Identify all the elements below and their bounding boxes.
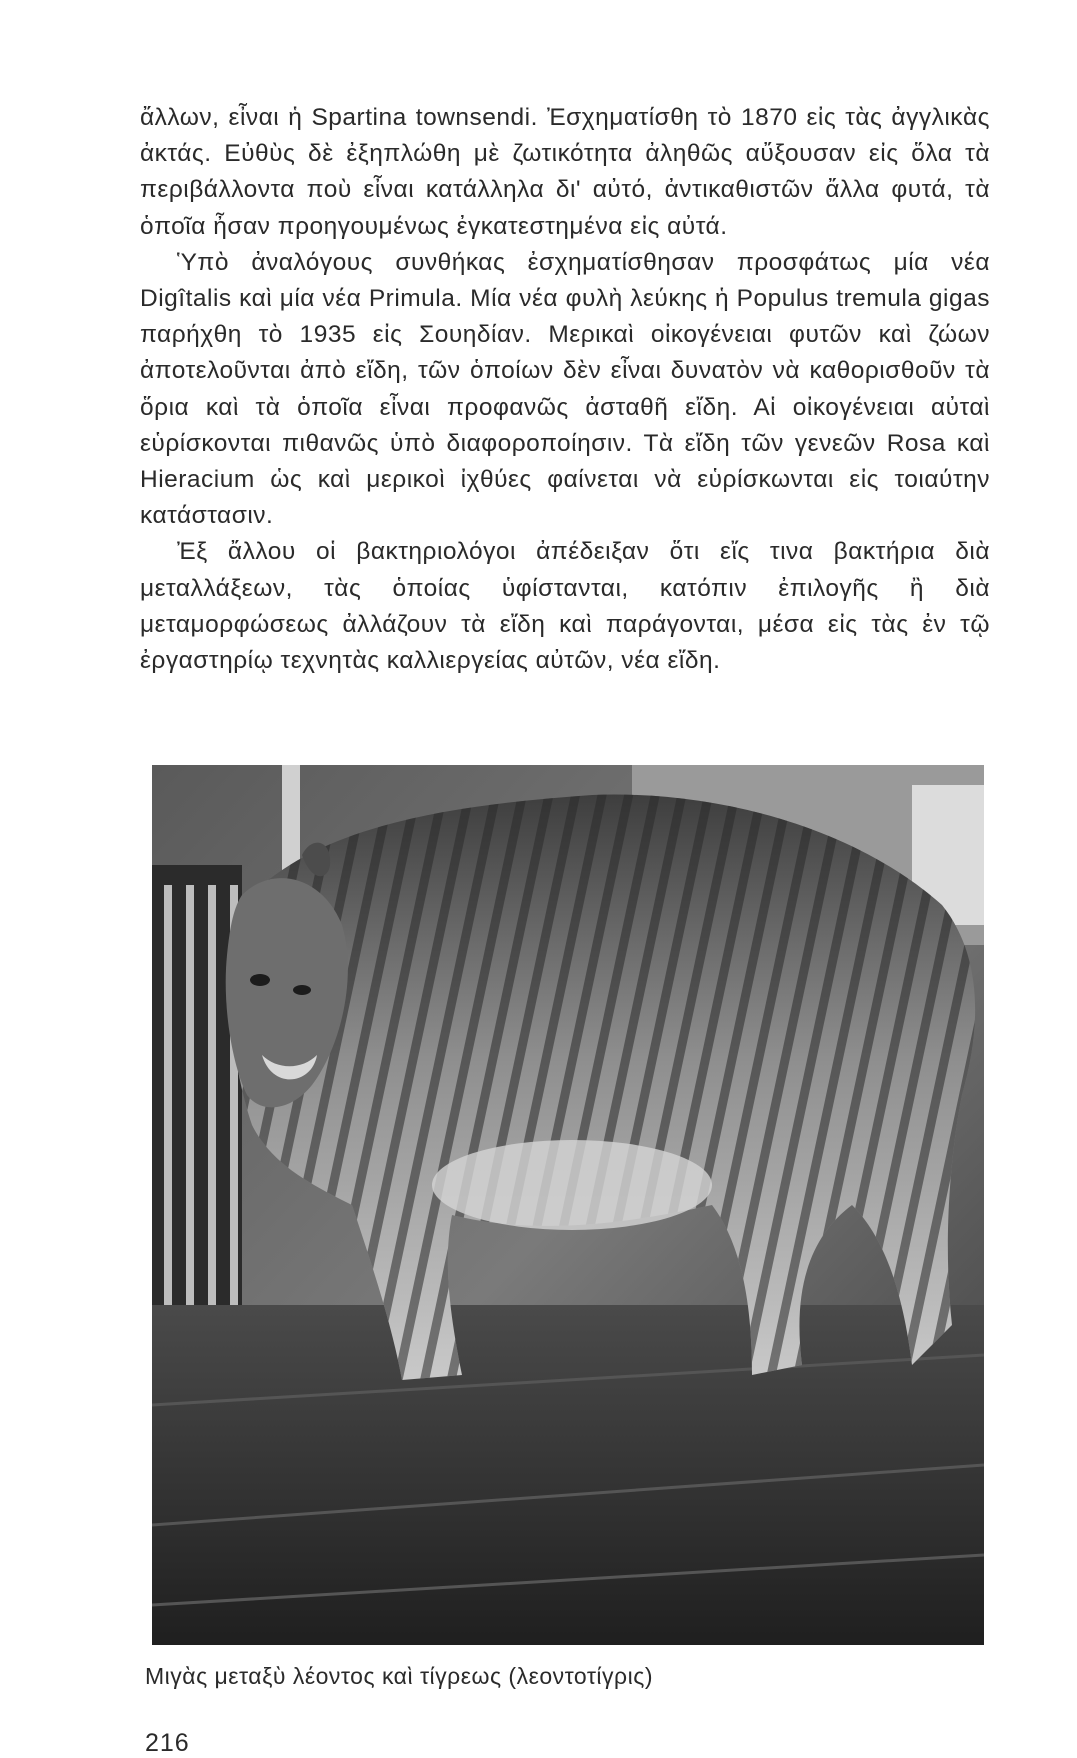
paragraph-2: Ὑπὸ ἀναλόγους συνθήκας ἐσχηματίσθησαν προσφάτως μία νέα Digîtalis καὶ μία νέα Primula. Μία νέα φυλὴ λεύκης ἡ Populus tremula gigas παρήχθη τὸ 1935 εἰς Σουηδίαν. Μερικαὶ οἰκογένειαι φυτῶν καὶ ζώων ἀποτελοῦνται ἀπὸ εἴδη, τῶν ὁποίων δὲν εἶναι δυνατὸν νὰ καθορισθοῦν τὰ ὅρια καὶ τὰ ὁποῖα εἶναι προφανῶς ἀσταθῆ εἴδη. Αἱ οἰκογένειαι αὐταὶ εὑρίσκονται πιθανῶς ὑπὸ διαφοροποίησιν. Τὰ εἴδη τῶν γενεῶν Rosa καὶ Hieracium ὡς καὶ μερικοὶ ἰχθύες φαίνεται νὰ εὑρίσκωνται εἰς τοιαύτην κατάστασιν. bbox=[140, 248, 990, 530]
paragraph-3: Ἐξ ἄλλου οἱ βακτηριολόγοι ἀπέδειξαν ὅτι εἴς τινα βακτήρια διὰ μεταλλάξεων, τὰς ὁποίας ὑφίστανται, κατόπιν ἐπιλογῆς ἢ διὰ μεταμορφώσεως ἀλλάζουν τὰ εἴδη καὶ παράγονται, μέσα εἰς τὰς ἐν τῷ ἐργαστηρίῳ τεχνητὰς καλλιεργείας αὐτῶν, νέα εἴδη. bbox=[140, 538, 990, 675]
body-text bbox=[140, 100, 990, 679]
figure-caption: Μιγὰς μεταξὺ λέοντος καὶ τίγρεως (λεοντοτίγρις) bbox=[145, 1663, 653, 1689]
photo-liger bbox=[152, 765, 984, 1645]
page-number: 216 bbox=[145, 1729, 190, 1757]
paragraph-1: ἄλλων, εἶναι ἡ Spartina townsendi. Ἐσχηματίσθη τὸ 1870 εἰς τὰς ἀγγλικὰς ἀκτάς. Εὐθὺς δὲ ἐξηπλώθη μὲ ζωτικότητα ἀληθῶς αὔξουσαν εἰς ὅλα τὰ περιβάλλοντα ποὺ εἶναι κατάλληλα δι' αὐτό, ἀντικαθιστῶν ἄλλα φυτά, τὰ ὁποῖα ἦσαν προηγουμένως ἐγκατεστημένα εἰς αὐτά. bbox=[140, 104, 990, 240]
